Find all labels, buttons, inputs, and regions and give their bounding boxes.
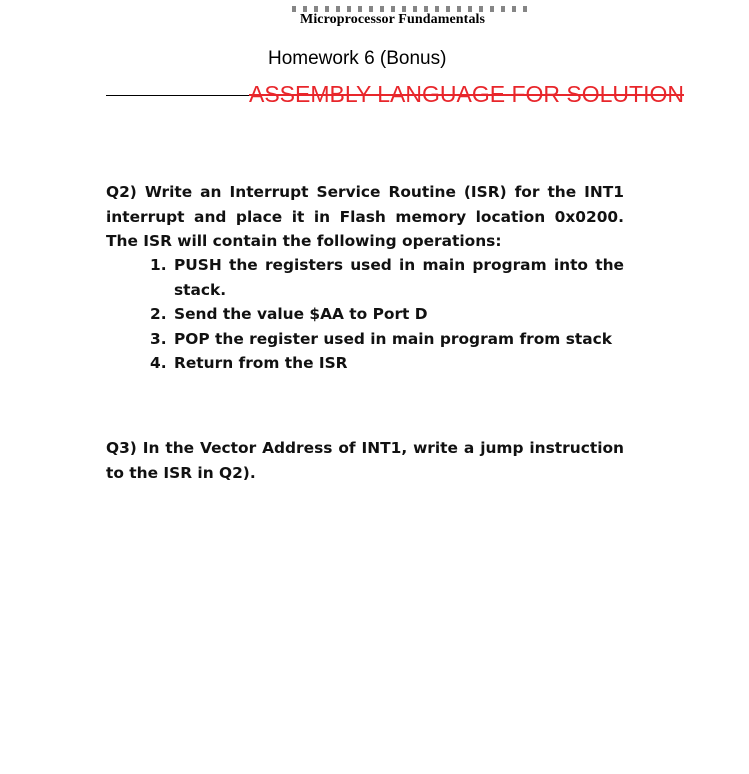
list-item-text: Return from the ISR (174, 354, 348, 372)
list-item (150, 327, 624, 352)
question-2-intro: Q2) Write an Interrupt Service Routine (ISR) for the INT1 interrupt and place it in Flash memory location 0x0200. The ISR will contain the following operations: (106, 183, 624, 250)
list-item-number: 3. (150, 329, 167, 348)
list-item (150, 302, 624, 327)
homework-title: Homework 6 (Bonus) (268, 48, 447, 69)
list-item-text: PUSH the registers used in main program into the stack. (174, 256, 624, 299)
question-3-text: Q3) In the Vector Address of INT1, write a jump instruction to the ISR in Q2). (106, 439, 624, 482)
list-item-number: 2. (150, 305, 167, 323)
list-item-number: 4. (150, 354, 167, 372)
question-2-list (150, 253, 624, 376)
course-header: Microprocessor Fundamentals (300, 12, 486, 27)
list-item-text: POP the register used in main program from stack (174, 329, 612, 348)
list-item-number: 1. (150, 256, 167, 274)
list-item (150, 253, 624, 302)
solution-overlay-title: ASSEMBLY LANGUAGE FOR SOLUTION (249, 81, 684, 107)
list-item-text: Send the value $AA to Port D (174, 305, 428, 323)
list-item (150, 351, 624, 376)
